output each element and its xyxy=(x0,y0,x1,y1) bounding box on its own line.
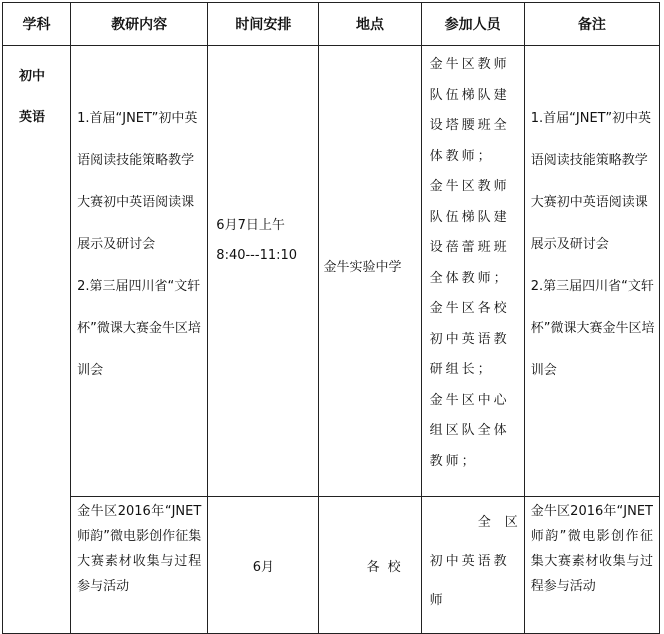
participants-cell xyxy=(421,497,532,634)
participant-item: 金牛区中心组区队全体教师； xyxy=(429,392,510,469)
venue-text: 金牛实验中学 xyxy=(323,260,402,275)
note-item: 2.第三届四川省“文轩杯”微课大赛金牛区培训会 xyxy=(530,279,655,378)
participant-item: 金牛区教师队伍梯队建设蓓蕾班班全体教师；金牛区各校初中英语教研组长； xyxy=(429,179,510,377)
header-time: 时间安排 xyxy=(208,3,319,46)
content-cell xyxy=(71,46,208,497)
subject-line: 初中 xyxy=(19,69,46,84)
note-cell: 金牛区2016年“JNET师韵”微电影创作征集大赛素材收集与过程参与活动 xyxy=(524,497,659,634)
subject-cell xyxy=(3,46,71,634)
content-item: 2.第三届四川省“文轩杯”微课大赛金牛区培训会 xyxy=(77,279,201,378)
content-item: 1.首届“JNET”初中英语阅读技能策略教学大赛初中英语阅读课展示及研讨会 xyxy=(77,111,198,252)
time-date: 6月7日上午 xyxy=(216,218,285,233)
participants-cell xyxy=(421,46,524,497)
note-item: 1.首届“JNET”初中英语阅读技能策略教学大赛初中英语阅读课展示及研讨会 xyxy=(530,111,652,252)
header-row xyxy=(3,3,660,46)
time-range: 8:40---11:10 xyxy=(216,248,298,263)
header-venue: 地点 xyxy=(319,3,421,46)
schedule-table xyxy=(2,2,660,634)
participant-item: 金牛区教师队伍梯队建设塔腰班全体教师； xyxy=(429,57,510,164)
table-row xyxy=(3,497,660,634)
time-cell: 6月 xyxy=(208,497,319,634)
subject-line: 英语 xyxy=(19,110,46,125)
table-row xyxy=(3,46,660,497)
participant-line: 全区 xyxy=(477,515,532,530)
venue-cell xyxy=(319,46,421,497)
header-content: 教研内容 xyxy=(71,3,208,46)
note-cell xyxy=(524,46,659,497)
header-note: 备注 xyxy=(524,3,659,46)
header-participants: 参加人员 xyxy=(421,3,524,46)
time-cell xyxy=(208,46,319,497)
content-cell: 金牛区2016年“JNET师韵”微电影创作征集大赛素材收集与过程参与活动 xyxy=(71,497,208,634)
participant-line: 初中英语教师 xyxy=(429,554,510,608)
header-subject: 学科 xyxy=(3,3,71,46)
venue-cell: 各校 xyxy=(319,497,421,634)
